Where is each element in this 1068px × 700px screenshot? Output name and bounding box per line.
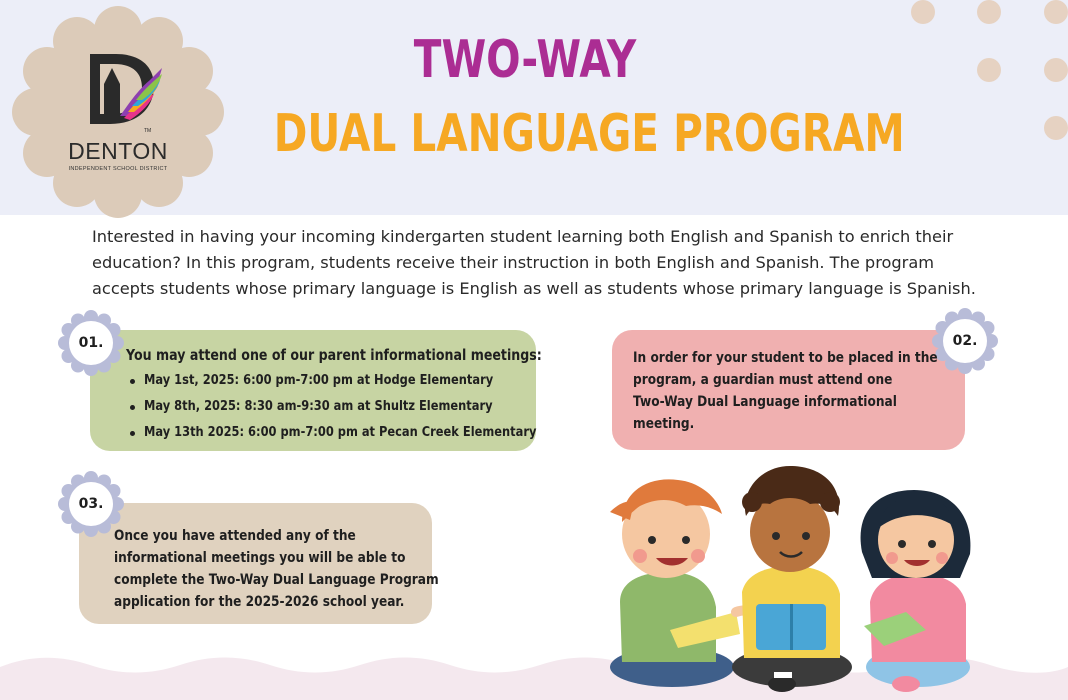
page-title-line-2: DUAL LANGUAGE PROGRAM [273, 104, 905, 164]
intro-line: Interested in having your incoming kindergarten student learning both English and Spanish to enrich their [92, 227, 954, 246]
decor-dot [1044, 0, 1068, 24]
step-2-line: Two-Way Dual Language informational [633, 394, 897, 410]
boy-with-book-icon [610, 479, 760, 687]
list-item [130, 422, 600, 448]
district-logo [12, 6, 224, 218]
step-2-badge [931, 307, 999, 375]
meeting-text: May 13th 2025: 6:00 pm-7:00 pm at Pecan Creek Elementary [144, 425, 537, 440]
step-number: 03. [78, 496, 104, 512]
decor-dot [1044, 116, 1068, 140]
list-item [130, 396, 600, 422]
svg-text:TM: TM [144, 128, 152, 134]
logo-subtitle: INDEPENDENT SCHOOL DISTRICT [68, 166, 168, 172]
boy-reading-icon [732, 466, 852, 692]
step-2-line: program, a guardian must attend one [633, 372, 893, 388]
scalloped-badge-icon [12, 6, 224, 218]
step-3-line: complete the Two-Way Dual Language Program [114, 572, 439, 588]
meeting-text: May 1st, 2025: 6:00 pm-7:00 pm at Hodge Elementary [144, 373, 494, 388]
logo-name: DENTON [68, 138, 168, 164]
step-2-line: In order for your student to be placed in the [633, 350, 938, 366]
step-2-card [612, 330, 965, 450]
step-2-line: meeting. [633, 416, 695, 432]
meeting-text: May 8th, 2025: 8:30 am-9:30 am at Shultz Elementary [144, 399, 493, 414]
step-3-line: Once you have attended any of the [114, 528, 356, 544]
decor-dot [1044, 58, 1068, 82]
step-1-heading: You may attend one of our parent informational meetings: [126, 346, 542, 364]
step-3-line: application for the 2025-2026 school year. [114, 594, 405, 610]
decor-dot [977, 0, 1001, 24]
list-item [130, 370, 600, 396]
step-1-badge [57, 309, 125, 377]
girl-with-book-icon [861, 490, 971, 692]
step-number: 02. [952, 333, 978, 349]
decor-dot [911, 0, 935, 24]
children-reading-illustration [600, 462, 980, 694]
step-3-line: informational meetings you will be able to [114, 550, 406, 566]
intro-paragraph [92, 224, 982, 302]
decor-dot [977, 58, 1001, 82]
intro-line: education? In this program, students receive their instruction in both English and Spanish. The program [92, 253, 935, 272]
meeting-list [130, 370, 600, 448]
step-number: 01. [78, 335, 104, 351]
intro-line: accepts students whose primary language is English as well as students whose primary language is Spanish. [92, 279, 976, 298]
page-title-line-1: TWO-WAY [413, 30, 637, 90]
